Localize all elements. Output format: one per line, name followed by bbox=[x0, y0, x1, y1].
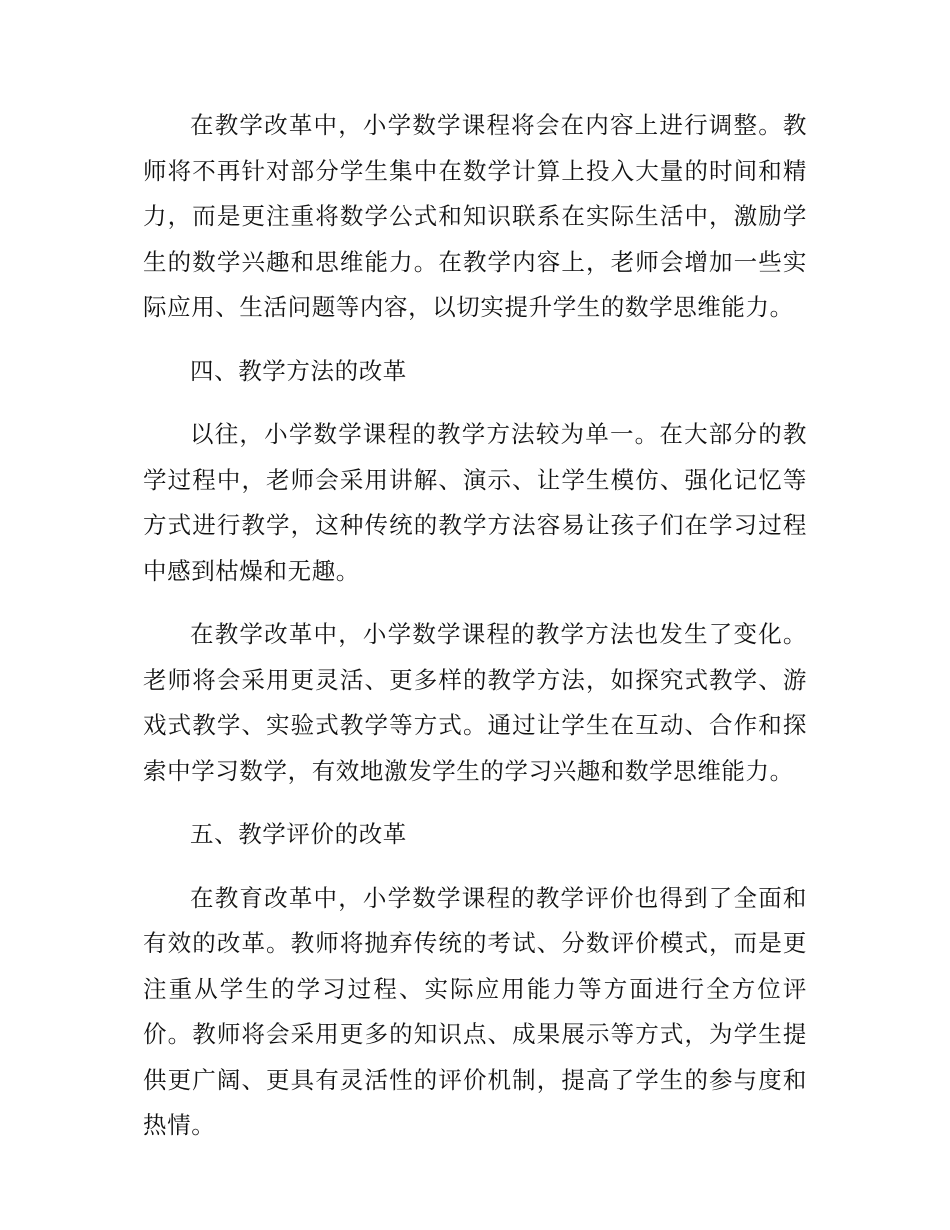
paragraph-new-methods: 在教学改革中，小学数学课程的教学方法也发生了变化。老师将会采用更灵活、更多样的教学方法，如探究式教学、游戏式教学、实验式教学等方式。通过让学生在互动、合作和探索中学习数学，有效地激发学生的学习兴趣和数学思维能力。 bbox=[143, 620, 807, 785]
section-heading-teaching-methods: 四、教学方法的改革 bbox=[190, 356, 407, 385]
section-heading-teaching-evaluation: 五、教学评价的改革 bbox=[190, 820, 407, 848]
paragraph-content-adjustment: 在教学改革中，小学数学课程将会在内容上进行调整。教师将不再针对部分学生集中在数学计算上投入大量的时间和精力，而是更注重将数学公式和知识联系在实际生活中，激励学生的数学兴趣和思维能力。在教学内容上，老师会增加一些实际应用、生活问题等内容，以切实提升学生的数学思维能力。 bbox=[143, 111, 807, 321]
paragraph-traditional-methods: 以往，小学数学课程的教学方法较为单一。在大部分的教学过程中，老师会采用讲解、演示、让学生模仿、强化记忆等方式进行教学，这种传统的教学方法容易让孩子们在学习过程中感到枯燥和无趣。 bbox=[143, 420, 807, 585]
paragraph-evaluation-reform: 在教育改革中，小学数学课程的教学评价也得到了全面和有效的改革。教师将抛弃传统的考试、分数评价模式，而是更注重从学生的学习过程、实际应用能力等方面进行全方位评价。教师将会采用更多的知识点、成果展示等方式，为学生提供更广阔、更具有灵活性的评价机制，提高了学生的参与度和热情。 bbox=[143, 883, 807, 1139]
